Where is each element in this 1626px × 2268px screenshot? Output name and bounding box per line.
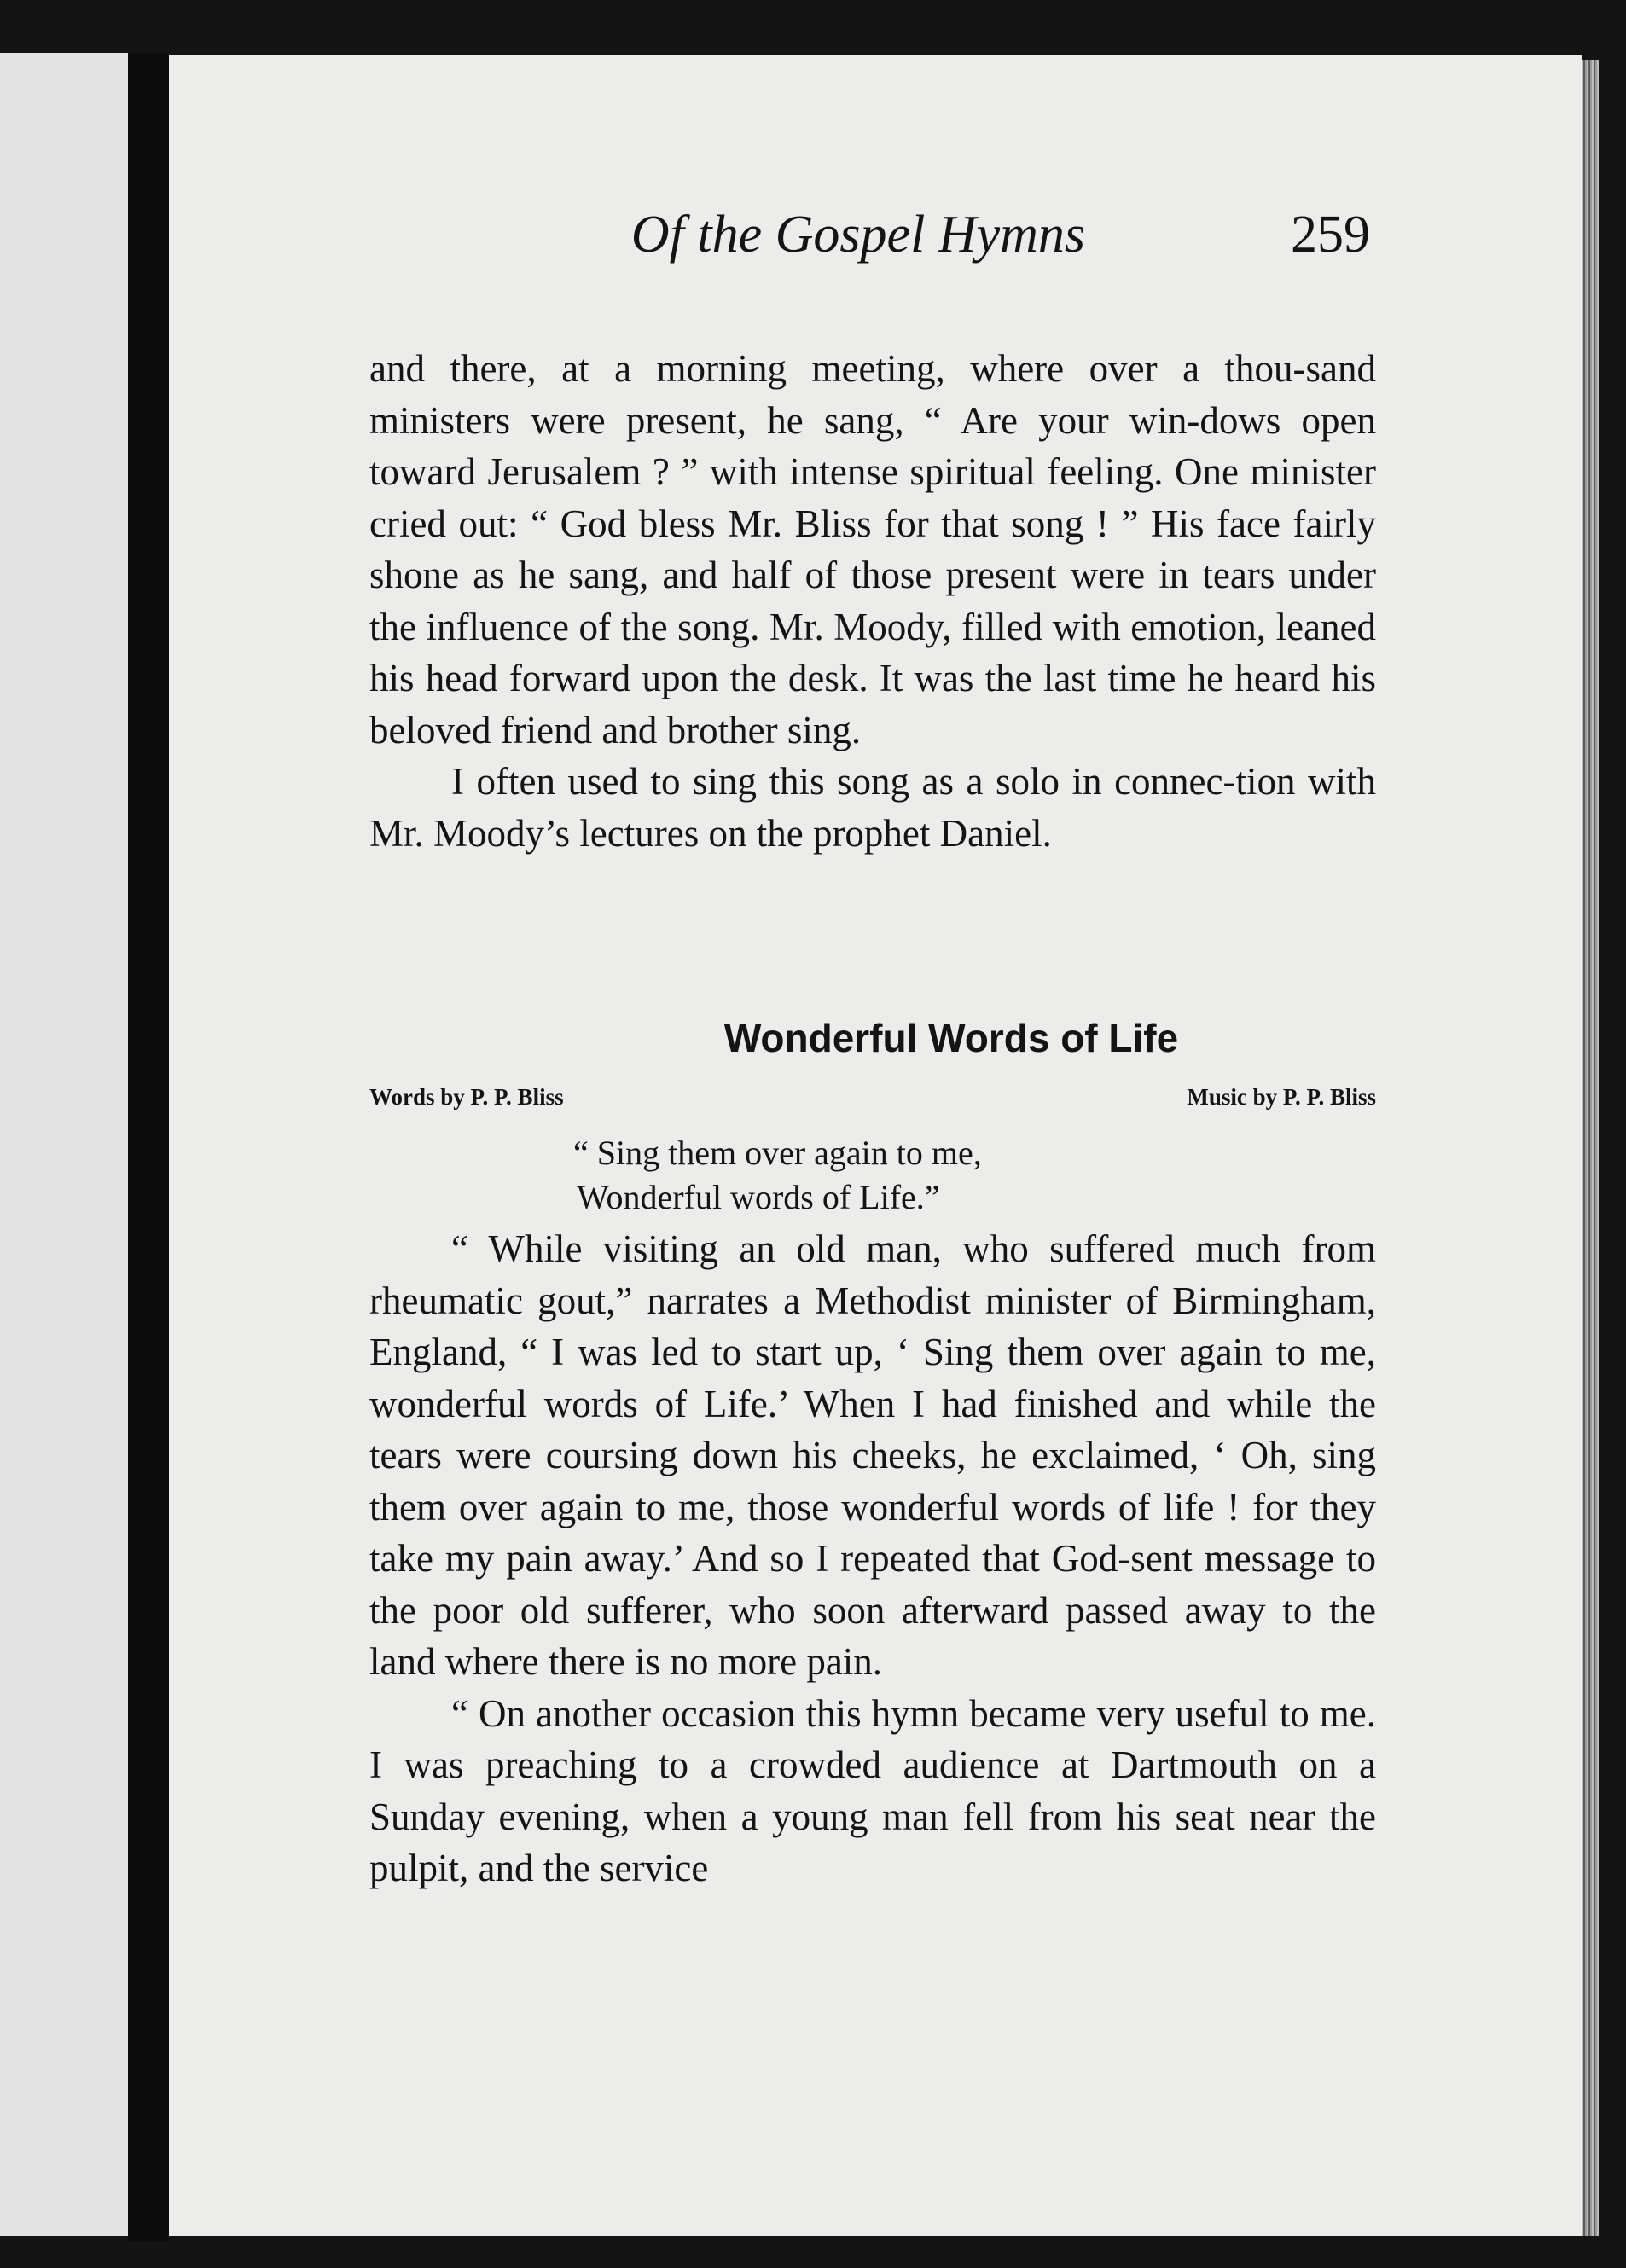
text-block-lower <box>369 1223 1376 1894</box>
paragraph-dartmouth-story: “ On another occasion this hymn became very useful to me. I was preaching to a crowded audience at Dartmouth on a Sunday evening, when a young man fell from his seat near the pulpit, and the service <box>369 1691 1376 1889</box>
paragraph-old-man-story: “ While visiting an old man, who suffered much from rheumatic gout,” narrates a Methodist minister of Birmingham, England, “ I was led to start up, ‘ Sing them over again to me, wonderful words of Life.’ When I had finished and while the tears were coursing down his cheeks, he exclaimed, ‘ Oh, sing them over again to me, those wonderful words of life ! for they take my pain away.’ And so I repeated that God-sent message to the poor old sufferer, who soon afterward passed away to the land where there is no more pain. <box>369 1227 1376 1683</box>
facing-page-edge <box>0 53 128 2236</box>
book-spine <box>128 53 169 2241</box>
page-fore-edge <box>1582 60 1599 2236</box>
words-credit: Words by P. P. Bliss <box>369 1084 564 1110</box>
running-head <box>169 196 1582 273</box>
paragraph-solo-note: I often used to sing this song as a solo in connec-tion with Mr. Moody’s lectures on the prophet Daniel. <box>369 760 1376 855</box>
epigraph-line: “ Sing them over again to me, <box>573 1134 982 1172</box>
music-credit: Music by P. P. Bliss <box>1187 1084 1376 1110</box>
running-title: Of the Gospel Hymns <box>630 206 1085 264</box>
book-page <box>169 55 1582 2236</box>
hymn-title: Wonderful Words of Life <box>723 1016 1179 1060</box>
hymn-credits <box>369 1076 1376 1118</box>
paragraph-continued: and there, at a morning meeting, where over a thou-sand ministers were present, he sang, “ Are your win-dows open toward Jerusalem ? ” with intense spiritual feeling. One minister cried out: “ God bless Mr. Bliss for that song ! ” His face fairly shone as he sang, and half of those present were in tears under the influence of the song. Mr. Moody, filled with emotion, leaned his head forward upon the desk. It was the last time he heard his beloved friend and brother sing. <box>369 347 1376 751</box>
page-number: 259 <box>1291 206 1370 264</box>
epigraph-line: Wonderful words of Life.” <box>577 1178 940 1216</box>
text-block-upper <box>369 343 1376 859</box>
